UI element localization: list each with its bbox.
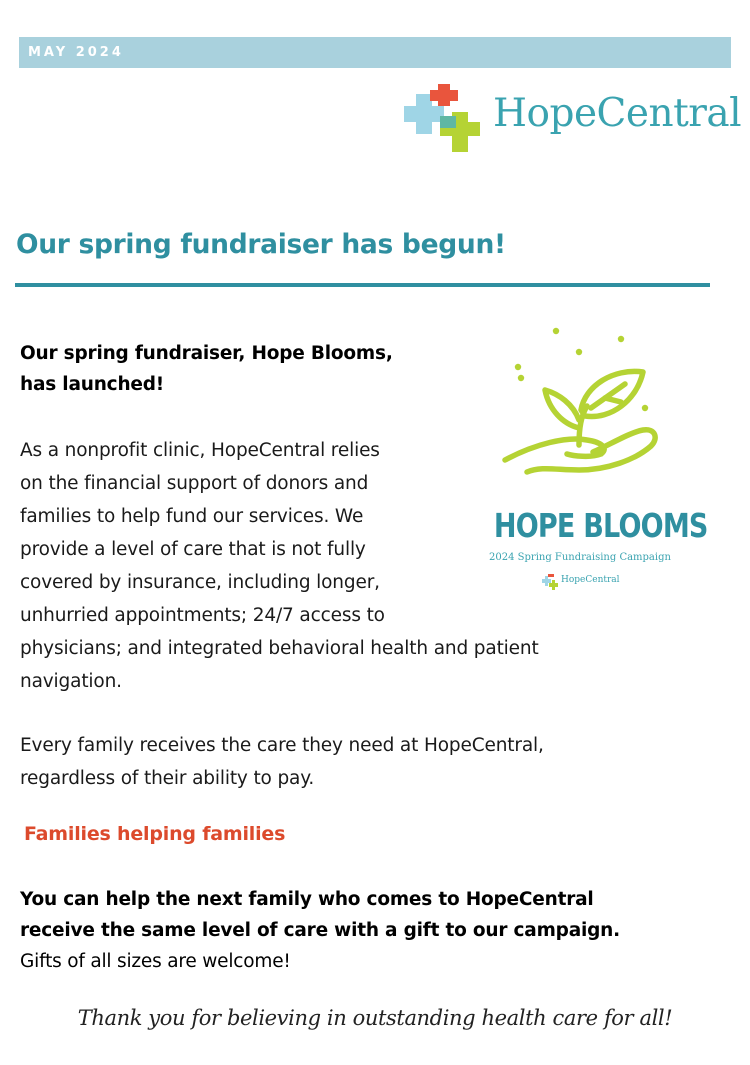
hopecentral-logo <box>400 82 742 154</box>
lead-line: has launched! <box>20 374 165 395</box>
small-logo-wordmark: HopeCentral <box>561 575 620 585</box>
hope-blooms-graphic <box>475 320 708 595</box>
headline-divider <box>15 283 710 287</box>
cta-line: Gifts of all sizes are welcome! <box>20 951 291 972</box>
body-line: As a nonprofit clinic, HopeCentral relies <box>20 440 380 461</box>
call-to-action <box>20 884 720 977</box>
body-line: covered by insurance, including longer, <box>20 572 380 593</box>
logo-wordmark: HopeCentral <box>493 91 742 136</box>
body-line: provide a level of care that is not fully <box>20 539 366 560</box>
section-subheading: Families helping families <box>24 823 286 845</box>
body-line: navigation. <box>20 671 122 692</box>
date-banner <box>19 37 731 68</box>
closing-tagline: Thank you for believing in outstanding health care for all! <box>77 1006 673 1030</box>
campaign-hopecentral-logo <box>541 573 621 591</box>
body-line: physicians; and integrated behavioral health and patient <box>20 638 539 659</box>
sprout-in-hand-icon <box>475 320 685 500</box>
campaign-subtitle: 2024 Spring Fundraising Campaign <box>489 552 671 563</box>
body-line: families to help fund our services. We <box>20 506 364 527</box>
body-paragraph-every-family <box>20 729 660 795</box>
body-line: unhurried appointments; 24/7 access to <box>20 605 385 626</box>
hopecentral-cross-icon <box>400 82 492 154</box>
issue-date: MAY 2024 <box>28 45 124 60</box>
lead-paragraph <box>20 338 450 400</box>
cta-line: receive the same level of care with a gift to our campaign. <box>20 920 620 941</box>
cta-line: You can help the next family who comes to HopeCentral <box>20 889 594 910</box>
body-line: on the financial support of donors and <box>20 473 369 494</box>
lead-line: Our spring fundraiser, Hope Blooms, <box>20 343 393 364</box>
small-cross-icon <box>541 573 559 591</box>
page-headline: Our spring fundraiser has begun! <box>16 229 506 260</box>
campaign-title: HOPE BLOOMS <box>493 506 708 545</box>
body-line: Every family receives the care they need at HopeCentral, <box>20 735 544 756</box>
body-line: regardless of their ability to pay. <box>20 768 315 789</box>
